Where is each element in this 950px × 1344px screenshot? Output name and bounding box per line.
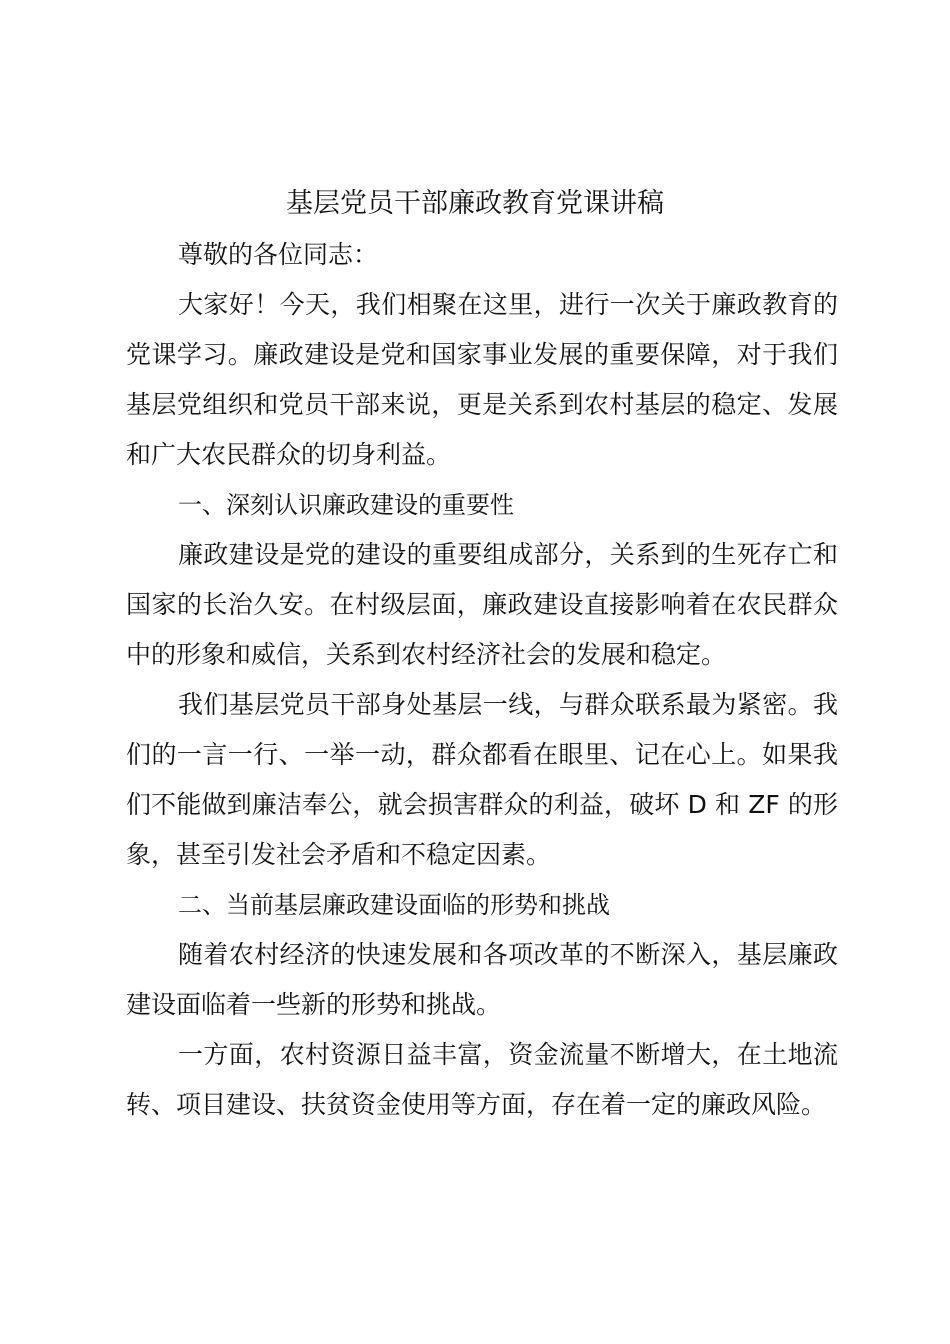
paragraph-intro: 大家好！今天，我们相聚在这里，进行一次关于廉政教育的党课学习。廉政建设是党和国家事业发展的重要保障，对于我们基层党组织和党员干部来说，更是关系到农村基层的稳定、发展和广大农民群众的切身利益。 xyxy=(126,290,838,469)
paragraph-risks: 一方面，农村资源日益丰富，资金流量不断增大，在土地流转、项目建设、扶贫资金使用等方面，存在着一定的廉政风险。 xyxy=(126,1040,838,1119)
paragraph-importance: 廉政建设是党的建设的重要组成部分，关系到的生死存亡和国家的长治久安。在村级层面，廉政建设直接影响着在农民群众中的形象和威信，关系到农村经济社会的发展和稳定。 xyxy=(126,540,838,669)
paragraph-frontline: 我们基层党员干部身处基层一线，与群众联系最为紧密。我们的一言一行、一举一动，群众都看在眼里、记在心上。如果我们不能做到廉洁奉公，就会损害群众的利益，破坏 D 和 ZF 的形象，甚至引发社会矛盾和不稳定因素。 xyxy=(126,690,838,869)
salutation: 尊敬的各位同志： xyxy=(178,240,379,269)
section-heading-2: 二、当前基层廉政建设面临的形势和挑战 xyxy=(178,891,610,919)
paragraph-challenges: 随着农村经济的快速发展和各项改革的不断深入，基层廉政建设面临着一些新的形势和挑战。 xyxy=(126,940,838,1019)
document-body xyxy=(126,230,838,1130)
section-heading-1: 一、深刻认识廉政建设的重要性 xyxy=(178,491,514,519)
document-title: 基层党员干部廉政教育党课讲稿 xyxy=(286,188,664,219)
